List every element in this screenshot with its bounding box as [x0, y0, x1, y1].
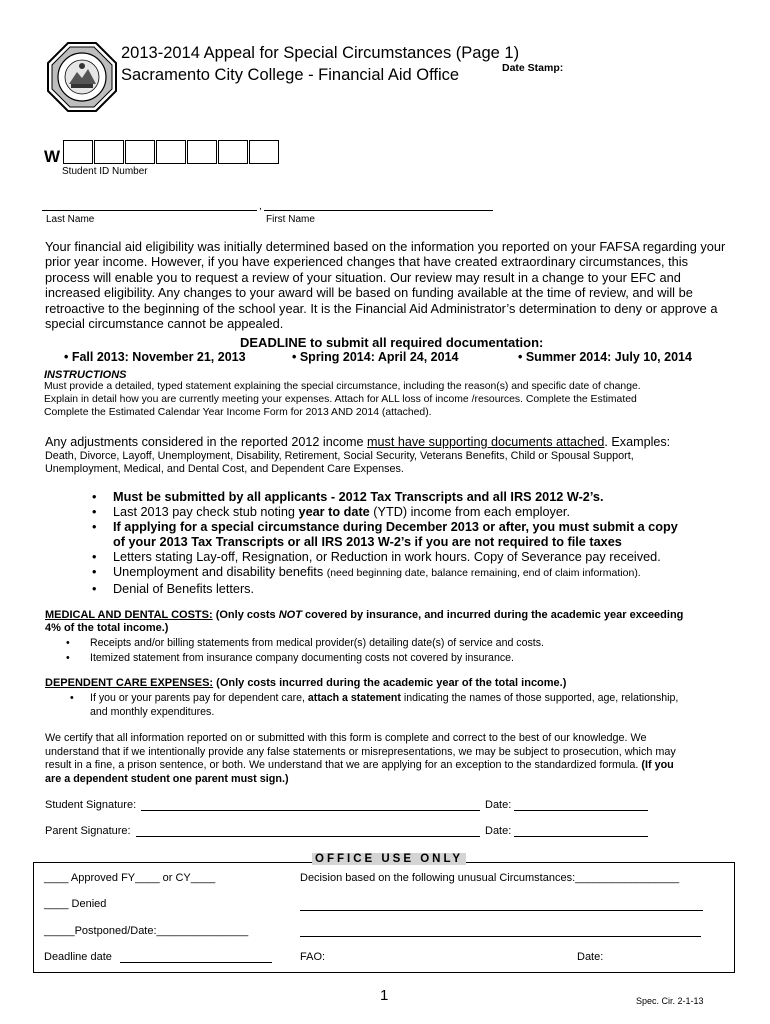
parent-date-field[interactable] — [514, 836, 648, 837]
student-id-label: Student ID Number — [62, 166, 148, 177]
medical-items: • Receipts and/or billing statements from medical provider(s) detailing date(s) of service and costs. • Itemized statement from insurance company documenting costs not covered by insurance. — [66, 637, 544, 664]
student-date-field[interactable] — [514, 810, 648, 811]
office-decision-line-1[interactable] — [300, 910, 703, 911]
page-number: 1 — [380, 987, 389, 1004]
office-approved: ____ Approved FY____ or CY____ — [44, 872, 216, 884]
medical-heading-line2: 4% of the total income.) — [45, 622, 169, 634]
deadline-summer: • Summer 2014: July 10, 2014 — [518, 350, 692, 364]
deadline-heading: DEADLINE to submit all required documentation: — [240, 335, 544, 350]
adjustments-lead: Any adjustments considered in the reported 2012 income must have supporting documents attached. Examples: — [45, 435, 671, 449]
office-deadline-label: Deadline date — [44, 951, 112, 963]
last-name-label: Last Name — [46, 214, 95, 225]
office-decision: Decision based on the following unusual Circumstances:_________________ — [300, 872, 680, 884]
student-date-label: Date: — [485, 799, 512, 811]
instructions-heading: INSTRUCTIONS — [44, 369, 127, 381]
date-stamp-label: Date Stamp: — [502, 62, 564, 74]
name-comma: , — [259, 201, 262, 212]
office-subtitle: Sacramento City College - Financial Aid Office — [121, 66, 460, 84]
first-name-label: First Name — [266, 214, 315, 225]
parent-signature-label: Parent Signature: — [45, 825, 131, 837]
office-fao-label: FAO: — [300, 951, 326, 963]
instructions-text: Must provide a detailed, typed statement explaining the special circumstance, including the reason(s) and specific date of change. Explain in detail how you are currently meeting your expenses. Attach for ALL loss of income /resources. Complete the Estimated Complete the Estimated Calendar Year Income Form for 2013 AND 2014 (attached). — [44, 381, 641, 418]
adjustments-examples: Death, Divorce, Layoff, Unemployment, Disability, Retirement, Social Security, Veterans Benefits, Child or Spousal Support, Unemployment, Medical, and Dental Cost, and Dependent Care Expenses. — [45, 450, 634, 476]
first-name-field[interactable] — [264, 210, 493, 211]
id-prefix: W — [44, 147, 61, 166]
form-code: Spec. Cir. 2-1-13 — [636, 996, 704, 1006]
dependent-heading-line: DEPENDENT CARE EXPENSES: (Only costs incurred during the academic year of the total income.) — [45, 677, 567, 689]
college-seal — [47, 42, 117, 112]
student-signature-field[interactable] — [141, 810, 480, 811]
office-use-heading: OFFICE USE ONLY — [312, 853, 466, 865]
last-name-field[interactable] — [42, 210, 257, 211]
certification-text: We certify that all information reported on or submitted with this form is complete and correct to the best of our knowledge. We understand that if we intentionally provide any false statements or misrepresentations, we may be subject to prosecution, which may result in a fine, a prison sentence, or both. We understand that we are applying for an exception to the standardized formula. (If you are a dependent student one parent must sign.) — [45, 732, 676, 785]
parent-date-label: Date: — [485, 825, 512, 837]
student-signature-label: Student Signature: — [45, 799, 137, 811]
office-deadline-field[interactable] — [120, 962, 272, 963]
office-decision-line-2[interactable] — [300, 936, 701, 937]
deadline-spring: • Spring 2014: April 24, 2014 — [292, 350, 459, 364]
intro-paragraph: Your financial aid eligibility was initially determined based on the information you reported on your FAFSA regarding your prior year income. However, if you have experienced changes that have created extraordinary circumstances, this process will enable you to request a review of your situation. Our review may result in a change to your EFC and increased eligibility. Any changes to your award will be based on funding available at the time of review, and will be retroactive to the beginning of the school year. It is the Financial Aid Administrator’s determination to deny or approve a special circumstance cannot be appealed. — [45, 239, 726, 332]
office-postponed: _____Postponed/Date:_______________ — [44, 925, 249, 937]
dependent-item: • If you or your parents pay for dependent care, attach a statement indicating the names of those supported, age, relationship, and monthly expenditures. — [70, 692, 679, 718]
parent-signature-field[interactable] — [136, 836, 480, 837]
medical-heading-line: MEDICAL AND DENTAL COSTS: (Only costs NOT covered by insurance, and incurred during the academic year exceeding — [45, 609, 684, 621]
office-date-label: Date: — [577, 951, 604, 963]
office-denied: ____ Denied — [44, 898, 107, 910]
form-title: 2013-2014 Appeal for Special Circumstances (Page 1) — [121, 44, 520, 62]
deadline-fall: • Fall 2013: November 21, 2013 — [64, 350, 246, 364]
requirements-list: • Must be submitted by all applicants - 2012 Tax Transcripts and all IRS 2012 W-2’s. • Last 2013 pay check stub noting year to date (YTD) income from each employer. • If applying for a special circumstance during December 2013 or after, you must submit a copy of your 2013 Tax Transcripts or all IRS 2013 W-2’s if you are not required to file taxes • Letters stating Lay-off, Resignation, or Reduction in work hours. Copy of Severance pay received. • Unemployment and disability benefits (need beginning date, balance remaining, end of claim information). • Denial of Benefits letters. — [92, 490, 678, 596]
